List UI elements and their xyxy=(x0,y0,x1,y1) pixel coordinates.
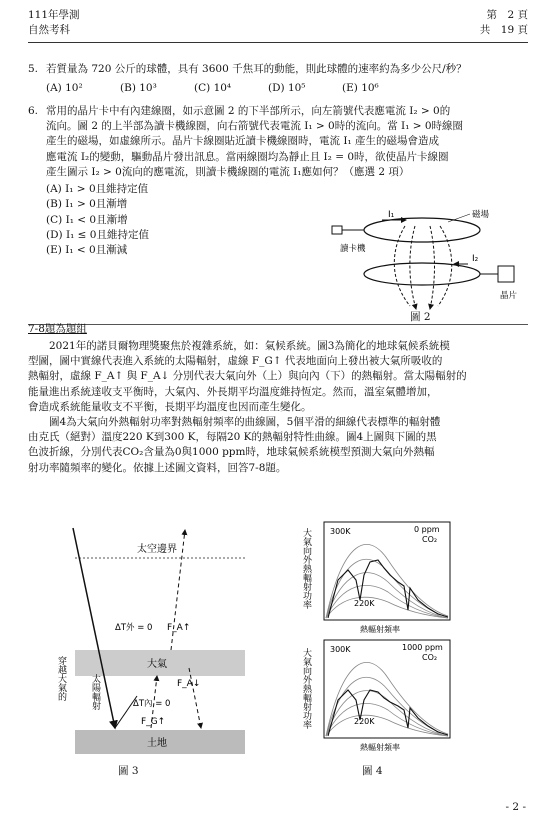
y-axis-label: 大氣向外熱輻射功率 xyxy=(301,648,311,729)
label-ground: 土地 xyxy=(147,738,167,749)
options-row xyxy=(46,81,528,96)
top-ppm: 0 ppm xyxy=(414,525,440,534)
label-through: 穿越大氣的 xyxy=(56,656,66,701)
figure-4-spectra xyxy=(298,520,458,760)
label-fa-down: F_A↓ xyxy=(177,679,201,689)
option-a[interactable]: (A) 10² xyxy=(46,82,83,95)
x-axis-label: 熱輻射頻率 xyxy=(360,743,400,752)
question-line: 常用的晶片卡中有內建線圈，如示意圖 2 的下半部所示，向左箭號代表應電流 I₂ > 0的 xyxy=(46,105,451,117)
question-line: 應電流 I₂的變動，驅動晶片發出訊息。當兩線圈均為靜止且 I₂ = 0時，欲使晶片卡線圈 xyxy=(46,150,449,163)
option-a[interactable]: (A) I₁ > 0且維持定值 xyxy=(46,183,149,196)
header-rule xyxy=(28,42,528,43)
top-gas: CO₂ xyxy=(422,535,438,544)
section-rule xyxy=(28,324,528,325)
question-5 xyxy=(28,62,528,96)
label-fg-up: F_G↑ xyxy=(141,717,166,727)
y-axis-label: 大氣向外熱輻射功率 xyxy=(301,528,311,609)
label-space: 太空邊界 xyxy=(137,544,177,555)
reader-coil xyxy=(364,218,480,242)
chip-coil xyxy=(364,263,480,285)
paragraph-line: 會造成系統能量收支不平衡，長期平均溫度也因而產生變化。 xyxy=(28,400,312,413)
subject-name: 自然考科 xyxy=(28,24,70,36)
chip-box xyxy=(498,266,514,282)
label-atmosphere: 大氣 xyxy=(147,659,167,670)
paragraph-line: 由克氏（絕對）溫度220 K到300 K，每隔20 K的熱輻射特性曲線。圖4上圖與下圖的黑 xyxy=(28,431,437,444)
fa-down-arrow xyxy=(189,668,201,728)
paragraph-line: 圖4為大氣向外熱輻射功率對熱輻射頻率的曲線圖，5個平滑的細線代表標準的輻射體 xyxy=(49,416,441,428)
question-line: 產生的磁場，如虛線所示。晶片卡線圈貼近讀卡機線圈時，電流 I₁ 產生的磁場會造成 xyxy=(46,135,440,148)
figure-4-caption: 圖 4 xyxy=(362,765,383,777)
bottom-ppm: 1000 ppm xyxy=(402,643,443,652)
paragraph-line: 熱輻射，虛線 F_A↑ 與 F_A↓ 分別代表大氣向外（上）與向內（下）的熱輻射。當太陽輻射的 xyxy=(28,370,467,383)
question-line: 流向。圖 2 的上半部為讀卡機線圈，向右箭號代表電流 I₁ > 0時的流向。當 I₁ > 0時線圈 xyxy=(46,120,464,133)
label-i2: I₂ xyxy=(472,254,479,264)
label-reader: 讀卡機 xyxy=(340,244,366,254)
option-e[interactable]: (E) 10⁶ xyxy=(342,82,379,95)
question-text xyxy=(46,104,528,180)
question-text: 若質量為 720 公斤的球體，具有 3600 千焦耳的動能，則此球體的速率約為多少公尺/秒？ xyxy=(46,63,467,75)
label-dt-in: ΔT內 = 0 xyxy=(133,699,171,709)
bottom-t-high: 300K xyxy=(330,645,351,654)
paragraph-line: 射功率隨頻率的變化。依據上述圖文資料，回答7-8題。 xyxy=(28,461,287,474)
figure-2-caption: 圖 2 xyxy=(410,311,431,323)
exam-year: 111年學測 xyxy=(28,9,80,21)
option-d[interactable]: (D) 10⁵ xyxy=(268,82,306,95)
group-title: 7-8題為題組 xyxy=(28,323,87,335)
question-line: 產生圖示 I₂ > 0流向的應電流，則讀卡機線圈的電流 I₁應如何？（應選 2 項） xyxy=(46,165,410,178)
group-paragraph-2 xyxy=(28,415,528,476)
paragraph-line: 2021年的諾貝爾物理獎聚焦於複雜系統，如：氣候系統。圖3為簡化的地球氣候系統模 xyxy=(49,340,450,352)
question-number: 6. xyxy=(28,105,39,117)
paragraph-line: 能量進出系統達收支平衡時，大氣內、外長期平均溫度維持恆定。然而，溫室氣體增加， xyxy=(28,385,438,398)
option-d[interactable]: (D) I₁ ≤ 0且維持定值 xyxy=(46,228,149,241)
figure-3-caption: 圖 3 xyxy=(118,765,139,777)
paragraph-line: 型圖，圖中實線代表進入系統的太陽輻射，虛線 F_G↑ 代表地面向上發出被大氣所吸收的 xyxy=(28,355,443,368)
option-b[interactable]: (B) I₁ > 0且漸增 xyxy=(46,198,128,211)
bottom-t-low: 220K xyxy=(354,717,375,726)
label-fa-up: F_A↑ xyxy=(167,623,191,633)
figure-2-coils xyxy=(330,206,530,326)
total-pages-label: 共 19 頁 xyxy=(479,24,528,36)
option-c[interactable]: (C) 10⁴ xyxy=(194,82,232,95)
page-footer: - 2 - xyxy=(505,801,526,813)
top-t-high: 300K xyxy=(330,527,351,536)
paragraph-line: 色波折線，分別代表CO₂含量為0與1000 ppm時，地球氣候系統模型預測大氣向外熱輻 xyxy=(28,446,435,459)
label-dt-out: ΔT外 = 0 xyxy=(115,623,153,633)
label-i1: I₁ xyxy=(388,210,395,220)
group-paragraph-1 xyxy=(28,339,528,415)
label-field: 磁場 xyxy=(472,210,490,220)
option-b[interactable]: (B) 10³ xyxy=(120,82,157,95)
top-t-low: 220K xyxy=(354,599,375,608)
bottom-gas: CO₂ xyxy=(422,653,438,662)
x-axis-label: 熱輻射頻率 xyxy=(360,625,400,634)
page-number-label: 第 2 頁 xyxy=(486,9,528,21)
option-c[interactable]: (C) I₁ < 0且漸增 xyxy=(46,213,128,226)
question-number: 5. xyxy=(28,63,39,75)
label-solar: 太陽輻射 xyxy=(90,674,100,710)
figure-3-climate-model xyxy=(55,518,265,758)
label-chip: 晶片 xyxy=(500,291,518,301)
option-e[interactable]: (E) I₁ < 0且漸減 xyxy=(46,243,128,256)
